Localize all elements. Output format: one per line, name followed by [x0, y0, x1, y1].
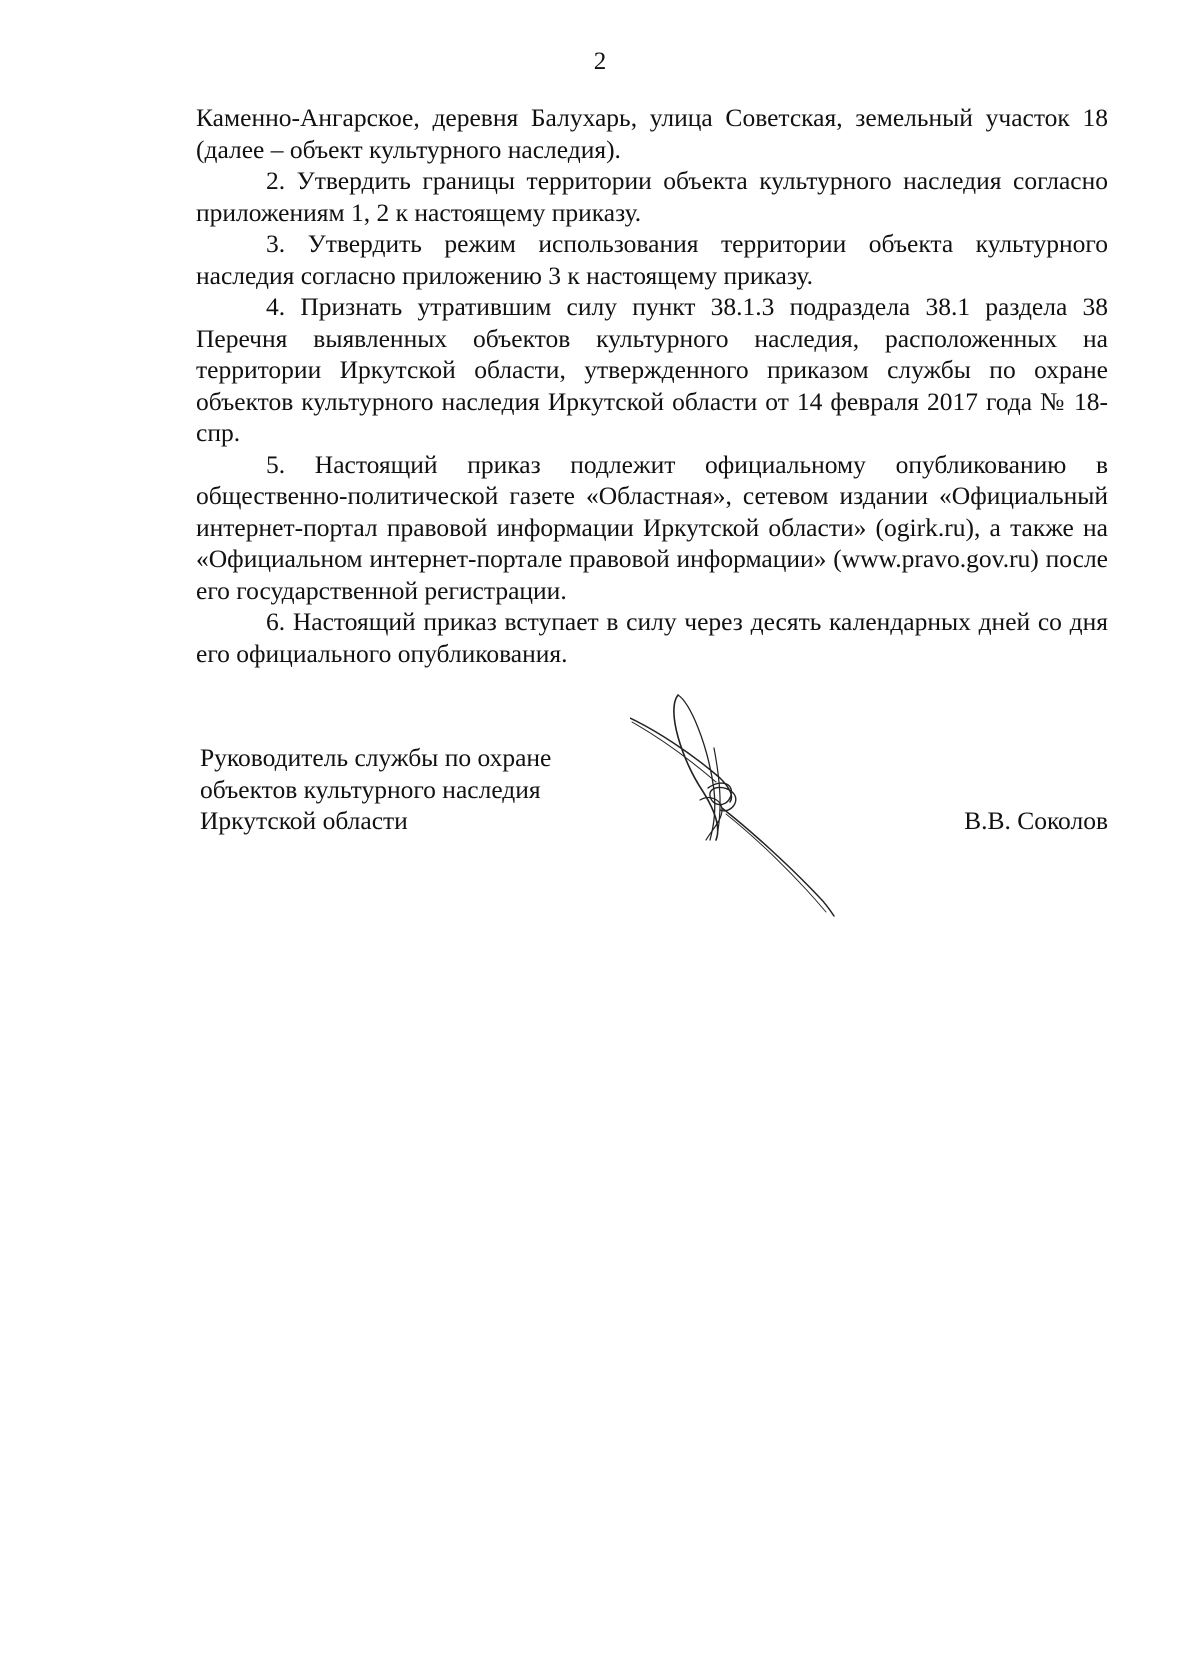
page-number: 2	[593, 48, 607, 75]
signer-name: В.В. Соколов	[964, 806, 1108, 835]
handwritten-signature	[630, 690, 860, 930]
paragraph-item-6: 6. Настоящий приказ вступает в силу через десять календарных дней со дня его официального опубликования.	[196, 607, 1108, 668]
paragraph-item-5: 5. Настоящий приказ подлежит официальному опубликованию в общественно-политической газете «Областная», сетевом издании «Официальный интернет-портал правовой информации Иркутской области» (ogirk.ru), а также на «Официальном интернет-портале правовой информации» (www.pravo.gov.ru) после его государственной регистрации.	[196, 449, 1108, 605]
paragraph-item-3: 3. Утвердить режим использования территории объекта культурного наследия согласно приложению 3 к настоящему приказу.	[196, 229, 1108, 290]
paragraph-continuation: Каменно-Ангарское, деревня Балухарь, улица Советская, земельный участок 18 (далее – объект культурного наследия).	[196, 103, 1108, 164]
paragraph-item-4: 4. Признать утратившим силу пункт 38.1.3 подраздела 38.1 раздела 38 Перечня выявленных объектов культурного наследия, расположенных на территории Иркутской области, утвержденного приказом службы по охране объектов культурного наследия Иркутской области от 14 февраля 2017 года № 18-спр.	[196, 292, 1108, 447]
signer-position-line-3: Иркутской области	[200, 806, 408, 835]
signer-position	[200, 742, 551, 837]
document-body	[196, 102, 1108, 669]
signer-position-line-2: объектов культурного наследия	[200, 774, 541, 804]
paragraph-item-2: 2. Утвердить границы территории объекта культурного наследия согласно приложениям 1, 2 к настоящему приказу.	[196, 166, 1108, 227]
signer-position-line-1: Руководитель службы по охране	[200, 743, 552, 772]
